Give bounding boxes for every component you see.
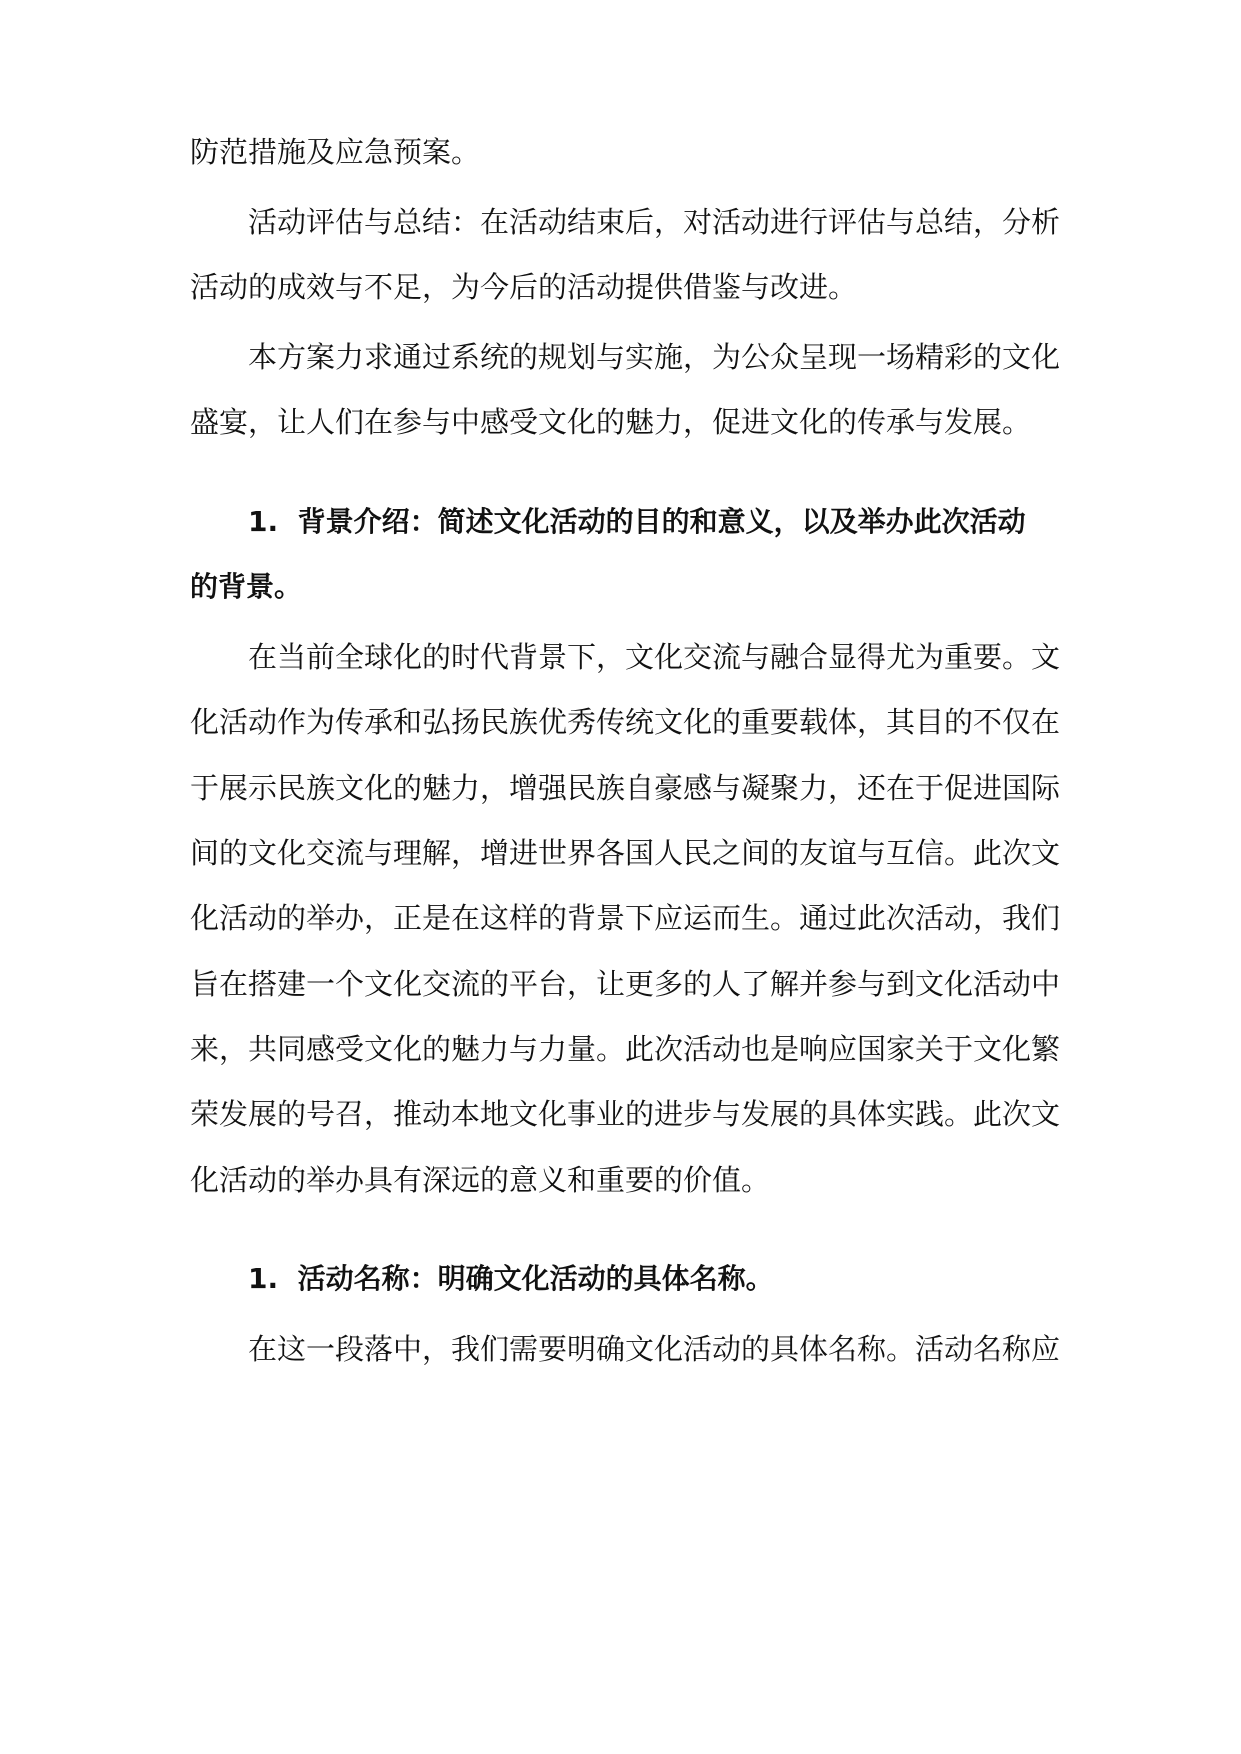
paragraph-line: 在这一段落中，我们需要明确文化活动的具体名称。活动名称应 xyxy=(248,1332,1061,1366)
paragraph-line: 荣发展的号召，推动本地文化事业的进步与发展的具体实践。此次文 xyxy=(190,1097,1061,1131)
heading-number: 1. xyxy=(248,1262,279,1295)
paragraph-line: 化活动的举办具有深远的意义和重要的价值。 xyxy=(190,1163,771,1197)
heading-text: 背景介绍：简述文化活动的目的和意义，以及举办此次活动 xyxy=(297,505,1026,538)
paragraph-line: 活动评估与总结：在活动结束后，对活动进行评估与总结，分析 xyxy=(248,205,1061,239)
paragraph-line: 间的文化交流与理解，增进世界各国人民之间的友谊与互信。此次文 xyxy=(190,836,1061,870)
section-heading xyxy=(248,1259,1070,1299)
paragraph-line: 盛宴，让人们在参与中感受文化的魅力，促进文化的传承与发展。 xyxy=(190,405,1032,439)
paragraph-line: 活动的成效与不足，为今后的活动提供借鉴与改进。 xyxy=(190,270,858,304)
paragraph-line: 防范措施及应急预案。 xyxy=(190,135,481,169)
section-heading xyxy=(248,502,1070,542)
section-heading-continuation: 的背景。 xyxy=(190,570,303,603)
paragraph-line: 来，共同感受文化的魅力与力量。此次活动也是响应国家关于文化繁 xyxy=(190,1032,1061,1066)
paragraph-line: 化活动的举办，正是在这样的背景下应运而生。通过此次活动，我们 xyxy=(190,901,1061,935)
heading-text: 活动名称：明确文化活动的具体名称。 xyxy=(297,1262,774,1295)
paragraph-line: 旨在搭建一个文化交流的平台，让更多的人了解并参与到文化活动中 xyxy=(190,967,1061,1001)
paragraph-line: 本方案力求通过系统的规划与实施，为公众呈现一场精彩的文化 xyxy=(248,340,1061,374)
paragraph-line: 化活动作为传承和弘扬民族优秀传统文化的重要载体，其目的不仅在 xyxy=(190,705,1061,739)
paragraph-line: 在当前全球化的时代背景下，文化交流与融合显得尤为重要。文 xyxy=(248,640,1061,674)
heading-number: 1. xyxy=(248,505,279,538)
paragraph-line: 于展示民族文化的魅力，增强民族自豪感与凝聚力，还在于促进国际 xyxy=(190,771,1061,805)
